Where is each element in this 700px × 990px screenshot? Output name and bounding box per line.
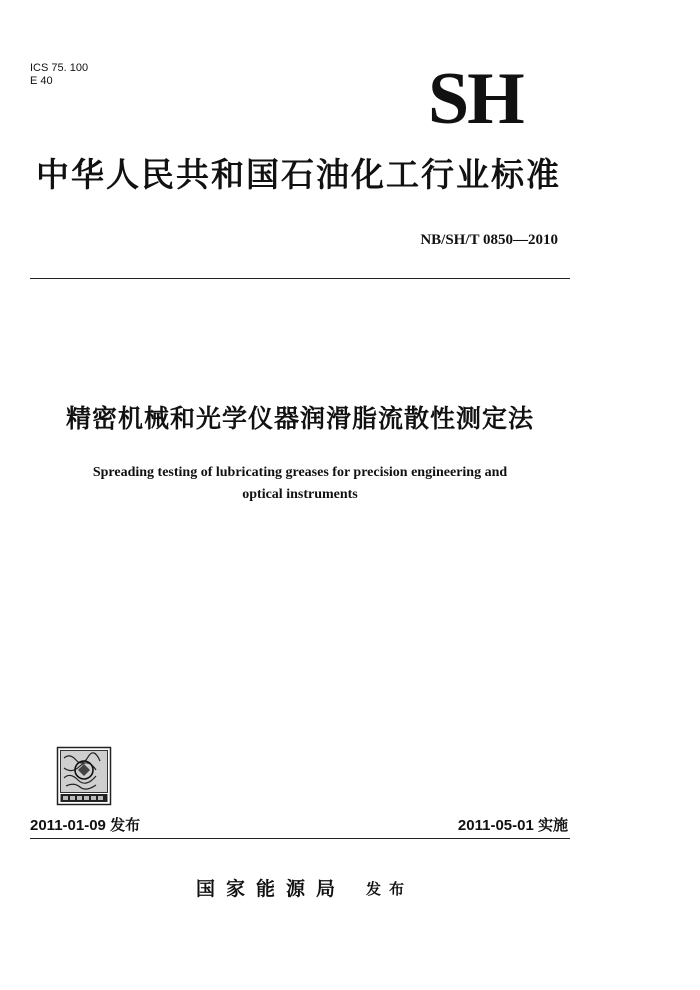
top-divider — [30, 278, 570, 279]
standard-number: NB/SH/T 0850—2010 — [420, 232, 558, 248]
issuer-title: 中华人民共和国石油化工行业标准 — [36, 155, 561, 194]
title-chinese: 精密机械和光学仪器润滑脂流散性测定法 — [65, 404, 534, 433]
title-english-line-2: optical instruments — [242, 487, 358, 502]
issue-date: 2011-01-09 发布 — [30, 817, 141, 834]
sh-logo: SH — [428, 58, 523, 140]
title-english-line-1: Spreading testing of lubricating greases for precision engineering and — [92, 465, 508, 480]
classification-codes — [30, 62, 88, 88]
implementation-date: 2011-05-01 实施 — [457, 817, 568, 834]
publisher-action: 发布 — [366, 880, 413, 898]
title-english — [30, 462, 570, 506]
ics-code: ICS 75. 100 — [30, 62, 89, 74]
publisher-name: 国家能源局 — [196, 878, 347, 900]
ccs-code: E 40 — [30, 75, 53, 87]
anti-counterfeit-stamp-icon — [56, 746, 112, 806]
bottom-divider — [30, 838, 570, 839]
